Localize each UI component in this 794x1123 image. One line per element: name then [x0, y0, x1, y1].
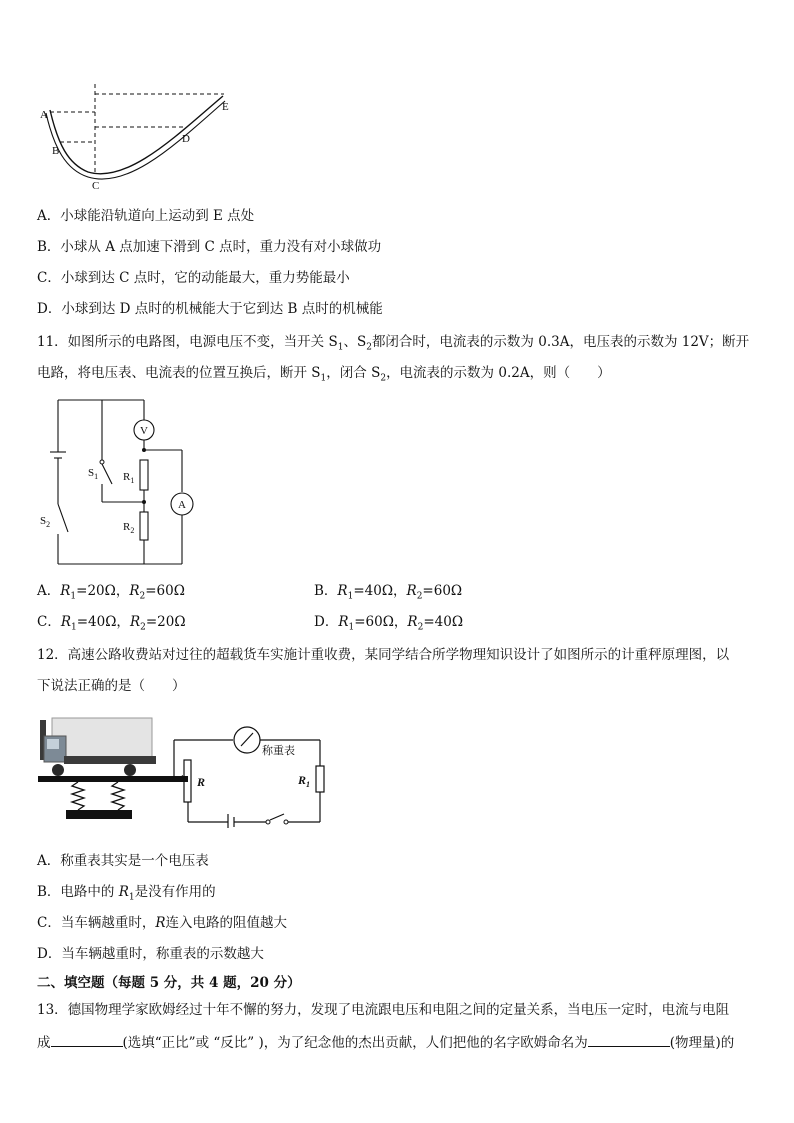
q10-option-a: A．小球能沿轨道向上运动到 E 点处: [37, 208, 255, 224]
q11-option-d: D．$R_1=60\Omega$，$R_2=40\Omega$: [314, 614, 464, 633]
point-c-label: C: [92, 180, 100, 192]
scale-figure: [38, 716, 330, 828]
s1-label: $S_1$: [88, 467, 99, 481]
point-b-label: B: [52, 145, 60, 157]
q11-option-a: A．$R_1=20\Omega$，$R_2=60\Omega$: [37, 583, 185, 602]
answer-blank-2[interactable]: [588, 1032, 670, 1047]
q11-option-c: C．$R_1=40\Omega$，$R_2=20\Omega$: [37, 614, 186, 633]
track-figure: [38, 84, 238, 194]
q10-option-b: B．小球从 A 点加速下滑到 C 点时，重力没有对小球做功: [37, 239, 382, 255]
q13-line2: 成 (选填“正比”或 “反比” )，为了纪念他的杰出贡献，人们把他的名字欧姆命名为 (物理量)的: [37, 1032, 734, 1052]
scale-r-label: R: [197, 775, 206, 789]
point-d-label: D: [182, 133, 190, 145]
point-e-label: E: [222, 101, 229, 113]
s2-label: $S_2$: [40, 515, 51, 529]
q12-stem-line2: 下说法正确的是（ ）: [37, 678, 186, 694]
q12-option-d: D．当车辆越重时，称重表的示数越大: [37, 946, 264, 962]
q11-stem-line2: 电路，将电压表、电流表的位置互换后，断开 $S_1$，闭合 $S_2$，电流表的示数为 0.2A，则（ ）: [37, 365, 611, 384]
section-heading: 二、填空题（每题 5 分，共 4 题，20 分）: [37, 975, 301, 991]
voltmeter-label: V: [140, 425, 148, 437]
q12-option-c: C．当车辆越重时，R连入电路的阻值越大: [37, 915, 288, 931]
q11-stem-line1: 11．如图所示的电路图，电源电压不变，当开关 $S_1$、$S_2$都闭合时，电流表的示数为 0.3A，电压表的示数为 12V；断开: [37, 334, 750, 353]
ammeter-label: A: [178, 499, 186, 511]
q10-option-d: D．小球到达 D 点时的机械能大于它到达 B 点时的机械能: [37, 301, 383, 317]
q13-line1: 13．德国物理学家欧姆经过十年不懈的努力，发现了电流跟电压和电阻之间的定量关系，当电压一定时，电流与电阻: [37, 1002, 730, 1018]
answer-blank-1[interactable]: [51, 1032, 123, 1047]
point-a-label: A: [40, 109, 48, 121]
q12-stem-line1: 12．高速公路收费站对过往的超载货车实施计重收费，某同学结合所学物理知识设计了如图所示的计重秤原理图，以: [37, 647, 730, 663]
q12-option-a: A．称重表其实是一个电压表: [37, 853, 209, 869]
scale-r1-label: $R_1$: [298, 773, 311, 789]
q11-option-b: B．$R_1=40\Omega$，$R_2=60\Omega$: [314, 583, 463, 602]
meter-label: 称重表: [262, 745, 295, 757]
q10-option-c: C．小球到达 C 点时，它的动能最大，重力势能最小: [37, 270, 350, 286]
circuit-figure: [36, 392, 196, 570]
r1-label: $R_1$: [123, 471, 135, 485]
q12-option-b: B．电路中的 $R_1$是没有作用的: [37, 884, 216, 903]
r2-label: $R_2$: [123, 521, 135, 535]
